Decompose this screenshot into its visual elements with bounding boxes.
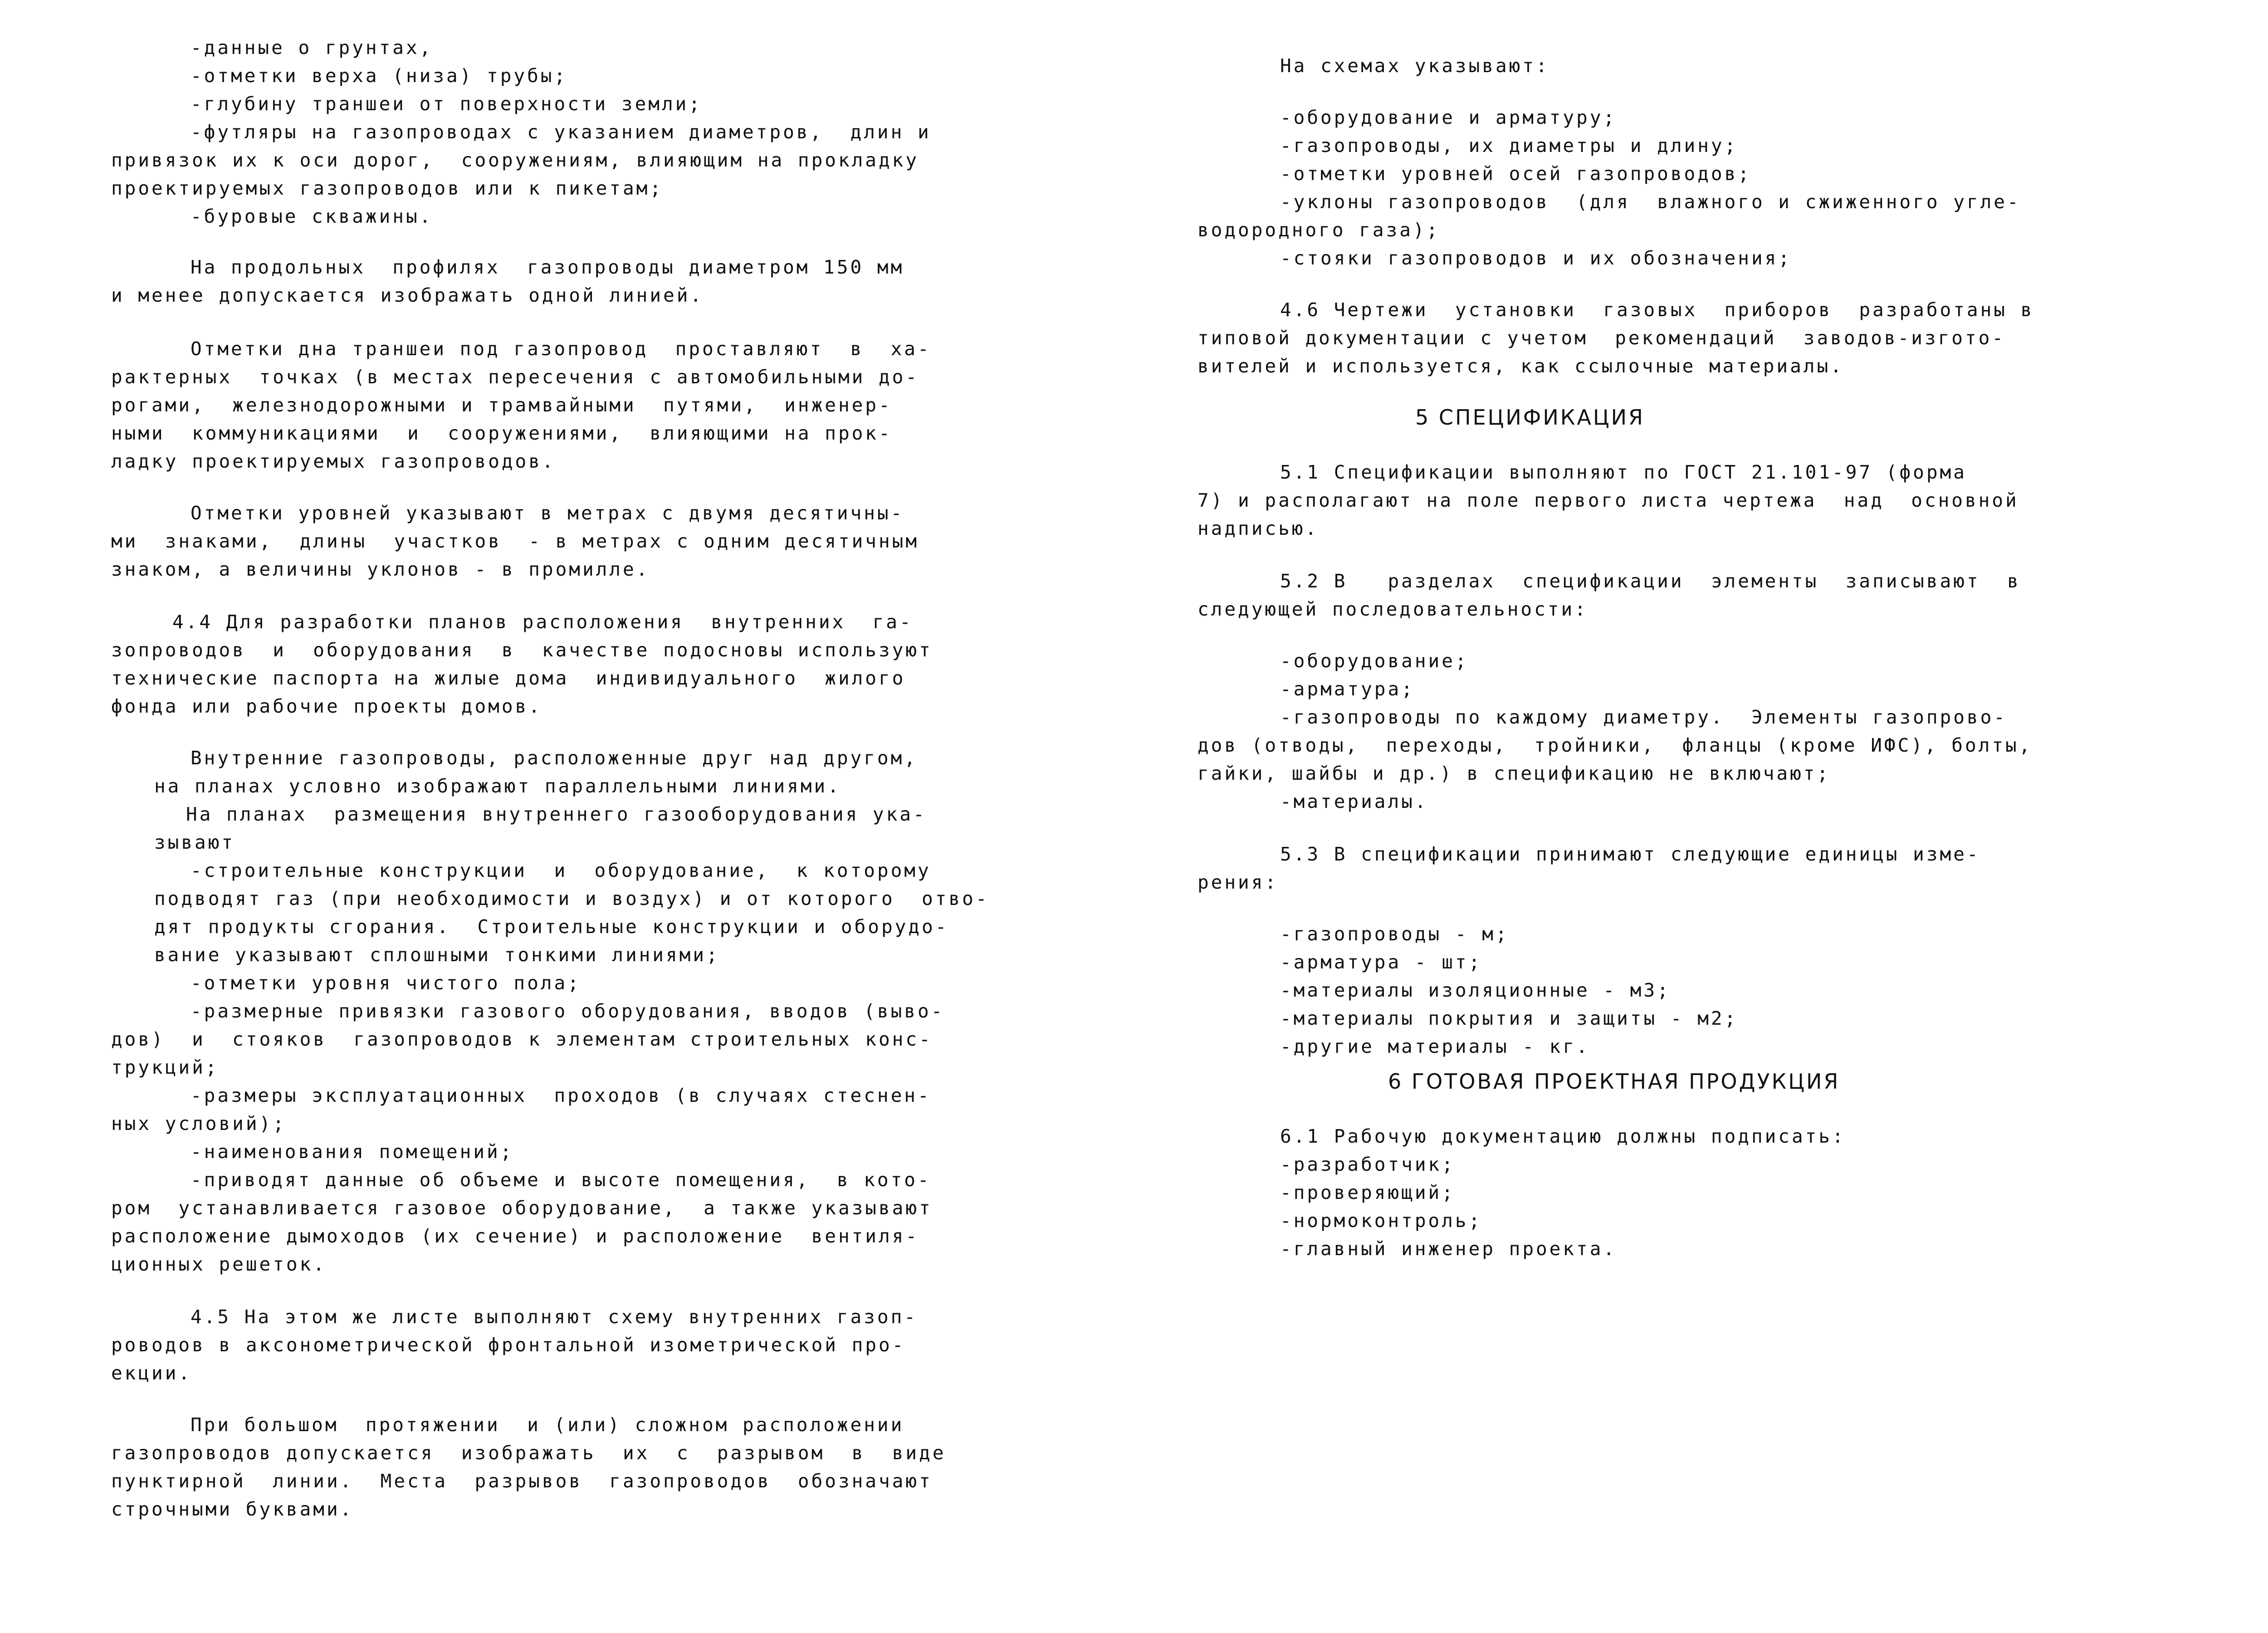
text-line: -газопроводы, их диаметры и длину;: [1280, 135, 1738, 156]
text-line: -данные о грунтах,: [191, 37, 433, 59]
text-line: 7) и располагают на поле первого листа чертежа над основной: [1198, 489, 2019, 511]
text-line: 4.5 На этом же листе выполняют схему внутренних газоп-: [191, 1306, 918, 1328]
text-line: ладку проектируемых газопроводов.: [111, 450, 556, 472]
text-line: -материалы.: [1280, 791, 1428, 812]
text-line: -строительные конструкции и оборудование, к которому: [191, 860, 931, 881]
text-line: пунктирной линии. Места разрывов газопроводов обозначают: [111, 1470, 933, 1492]
text-line: Внутренние газопроводы, расположенные друг над другом,: [191, 747, 918, 769]
text-line: вителей и используется, как ссылочные материалы.: [1198, 355, 1844, 377]
text-line: роводов в аксонометрической фронтальной изометрической про-: [111, 1334, 906, 1356]
text-line: рения:: [1198, 871, 1279, 893]
text-line: 5.2 В разделах спецификации элементы записывают в: [1280, 570, 2021, 592]
text-line: строчными буквами.: [111, 1498, 354, 1520]
text-line: 5.3 В спецификации принимают следующие единицы изме-: [1280, 843, 1980, 865]
text-line: 4.4 Для разработки планов расположения внутренних га-: [172, 611, 913, 633]
text-line: трукций;: [111, 1056, 219, 1078]
text-line: знаком, а величины уклонов - в промилле.: [111, 558, 650, 580]
section-heading: 6 ГОТОВАЯ ПРОЕКТНАЯ ПРОДУКЦИЯ: [1388, 1069, 1840, 1094]
text-line: -размеры эксплуатационных проходов (в случаях стеснен-: [191, 1085, 931, 1106]
text-line: Отметки уровней указывают в метрах с двумя десятичны-: [191, 502, 904, 524]
text-line: -газопроводы - м;: [1280, 923, 1509, 945]
text-line: -материалы покрытия и защиты - м2;: [1280, 1007, 1738, 1029]
text-line: -другие материалы - кг.: [1280, 1036, 1590, 1057]
text-line: подводят газ (при необходимости и воздух) и от которого отво-: [154, 888, 989, 909]
text-line: -нормоконтроль;: [1280, 1210, 1482, 1232]
text-line: 6.1 Рабочую документацию должны подписать:: [1280, 1125, 1846, 1147]
text-line: -оборудование;: [1280, 650, 1469, 672]
text-line: рактерных точках (в местах пересечения с автомобильными до-: [111, 366, 919, 388]
text-line: расположение дымоходов (их сечение) и расположение вентиля-: [111, 1225, 919, 1247]
text-line: -арматура;: [1280, 678, 1415, 700]
text-line: водородного газа);: [1198, 219, 1440, 241]
text-line: дов) и стояков газопроводов к элементам строительных конс-: [111, 1028, 933, 1050]
text-line: зопроводов и оборудования в качестве подосновы используют: [111, 639, 933, 661]
text-line: -наименования помещений;: [191, 1141, 514, 1163]
text-line: гайки, шайбы и др.) в спецификацию не включают;: [1198, 763, 1831, 784]
text-line: Отметки дна траншеи под газопровод проставляют в ха-: [191, 338, 931, 360]
text-line: екции.: [111, 1362, 192, 1384]
text-line: и менее допускается изображать одной линией.: [111, 284, 704, 306]
text-line: -главный инженер проекта.: [1280, 1238, 1617, 1260]
text-line: -отметки уровней осей газопроводов;: [1280, 163, 1751, 185]
text-line: ных условий);: [111, 1113, 286, 1134]
text-line: проектируемых газопроводов или к пикетам;: [111, 177, 664, 199]
text-line: ными коммуникациями и сооружениями, влияющими на прок-: [111, 422, 892, 444]
text-line: вание указывают сплошными тонкими линиями;: [154, 944, 720, 966]
text-line: -глубину траншеи от поверхности земли;: [191, 93, 702, 115]
text-line: технические паспорта на жилые дома индивидуального жилого: [111, 667, 906, 689]
text-line: типовой документации с учетом рекомендаций заводов-изгото-: [1198, 327, 2006, 349]
text-line: При большом протяжении и (или) сложном расположении: [191, 1414, 904, 1436]
text-line: на планах условно изображают параллельными линиями.: [154, 775, 841, 797]
text-line: -приводят данные об объеме и высоте помещения, в кото-: [191, 1169, 931, 1191]
text-line: зывают: [154, 831, 235, 853]
section-heading: 5 СПЕЦИФИКАЦИЯ: [1415, 405, 1645, 430]
text-line: На схемах указывают:: [1280, 55, 1549, 77]
text-line: следующей последовательности:: [1198, 598, 1588, 620]
text-line: -оборудование и арматуру;: [1280, 107, 1617, 128]
text-line: дов (отводы, переходы, тройники, фланцы (кроме ИФС), болты,: [1198, 734, 2033, 756]
text-line: 5.1 Спецификации выполняют по ГОСТ 21.101-97 (форма: [1280, 461, 1967, 483]
text-line: надписью.: [1198, 518, 1319, 539]
text-line: фонда или рабочие проекты домов.: [111, 695, 542, 717]
text-line: привязок их к оси дорог, сооружениям, влияющим на прокладку: [111, 149, 919, 171]
text-line: -буровые скважины.: [191, 205, 433, 227]
text-line: -материалы изоляционные - м3;: [1280, 979, 1671, 1001]
text-line: 4.6 Чертежи установки газовых приборов разработаны в: [1280, 299, 2034, 321]
text-line: дят продукты сгорания. Строительные конструкции и оборудо-: [154, 916, 949, 938]
text-line: -отметки уровня чистого пола;: [191, 972, 581, 994]
text-line: -размерные привязки газового оборудования, вводов (выво-: [191, 1000, 945, 1022]
text-line: -отметки верха (низа) трубы;: [191, 65, 568, 87]
text-line: -разработчик;: [1280, 1154, 1455, 1175]
text-line: газопроводов допускается изображать их с разрывом в виде: [111, 1442, 946, 1464]
text-line: -проверяющий;: [1280, 1182, 1455, 1203]
text-line: -футляры на газопроводах с указанием диаметров, длин и: [191, 121, 931, 143]
text-line: -газопроводы по каждому диаметру. Элементы газопрово-: [1280, 706, 2007, 728]
text-line: -уклоны газопроводов (для влажного и сжиженного угле-: [1280, 191, 2021, 213]
text-line: -стояки газопроводов и их обозначения;: [1280, 247, 1792, 269]
text-line: На продольных профилях газопроводы диаметром 150 мм: [191, 256, 904, 278]
text-line: рогами, железнодорожными и трамвайными путями, инженер-: [111, 394, 892, 416]
text-line: ром устанавливается газовое оборудование, а также указывают: [111, 1197, 933, 1219]
text-line: ми знаками, длины участков - в метрах с одним десятичным: [111, 530, 919, 552]
text-line: ционных решеток.: [111, 1253, 327, 1275]
text-line: На планах размещения внутреннего газооборудования ука-: [186, 803, 927, 825]
text-line: -арматура - шт;: [1280, 951, 1482, 973]
